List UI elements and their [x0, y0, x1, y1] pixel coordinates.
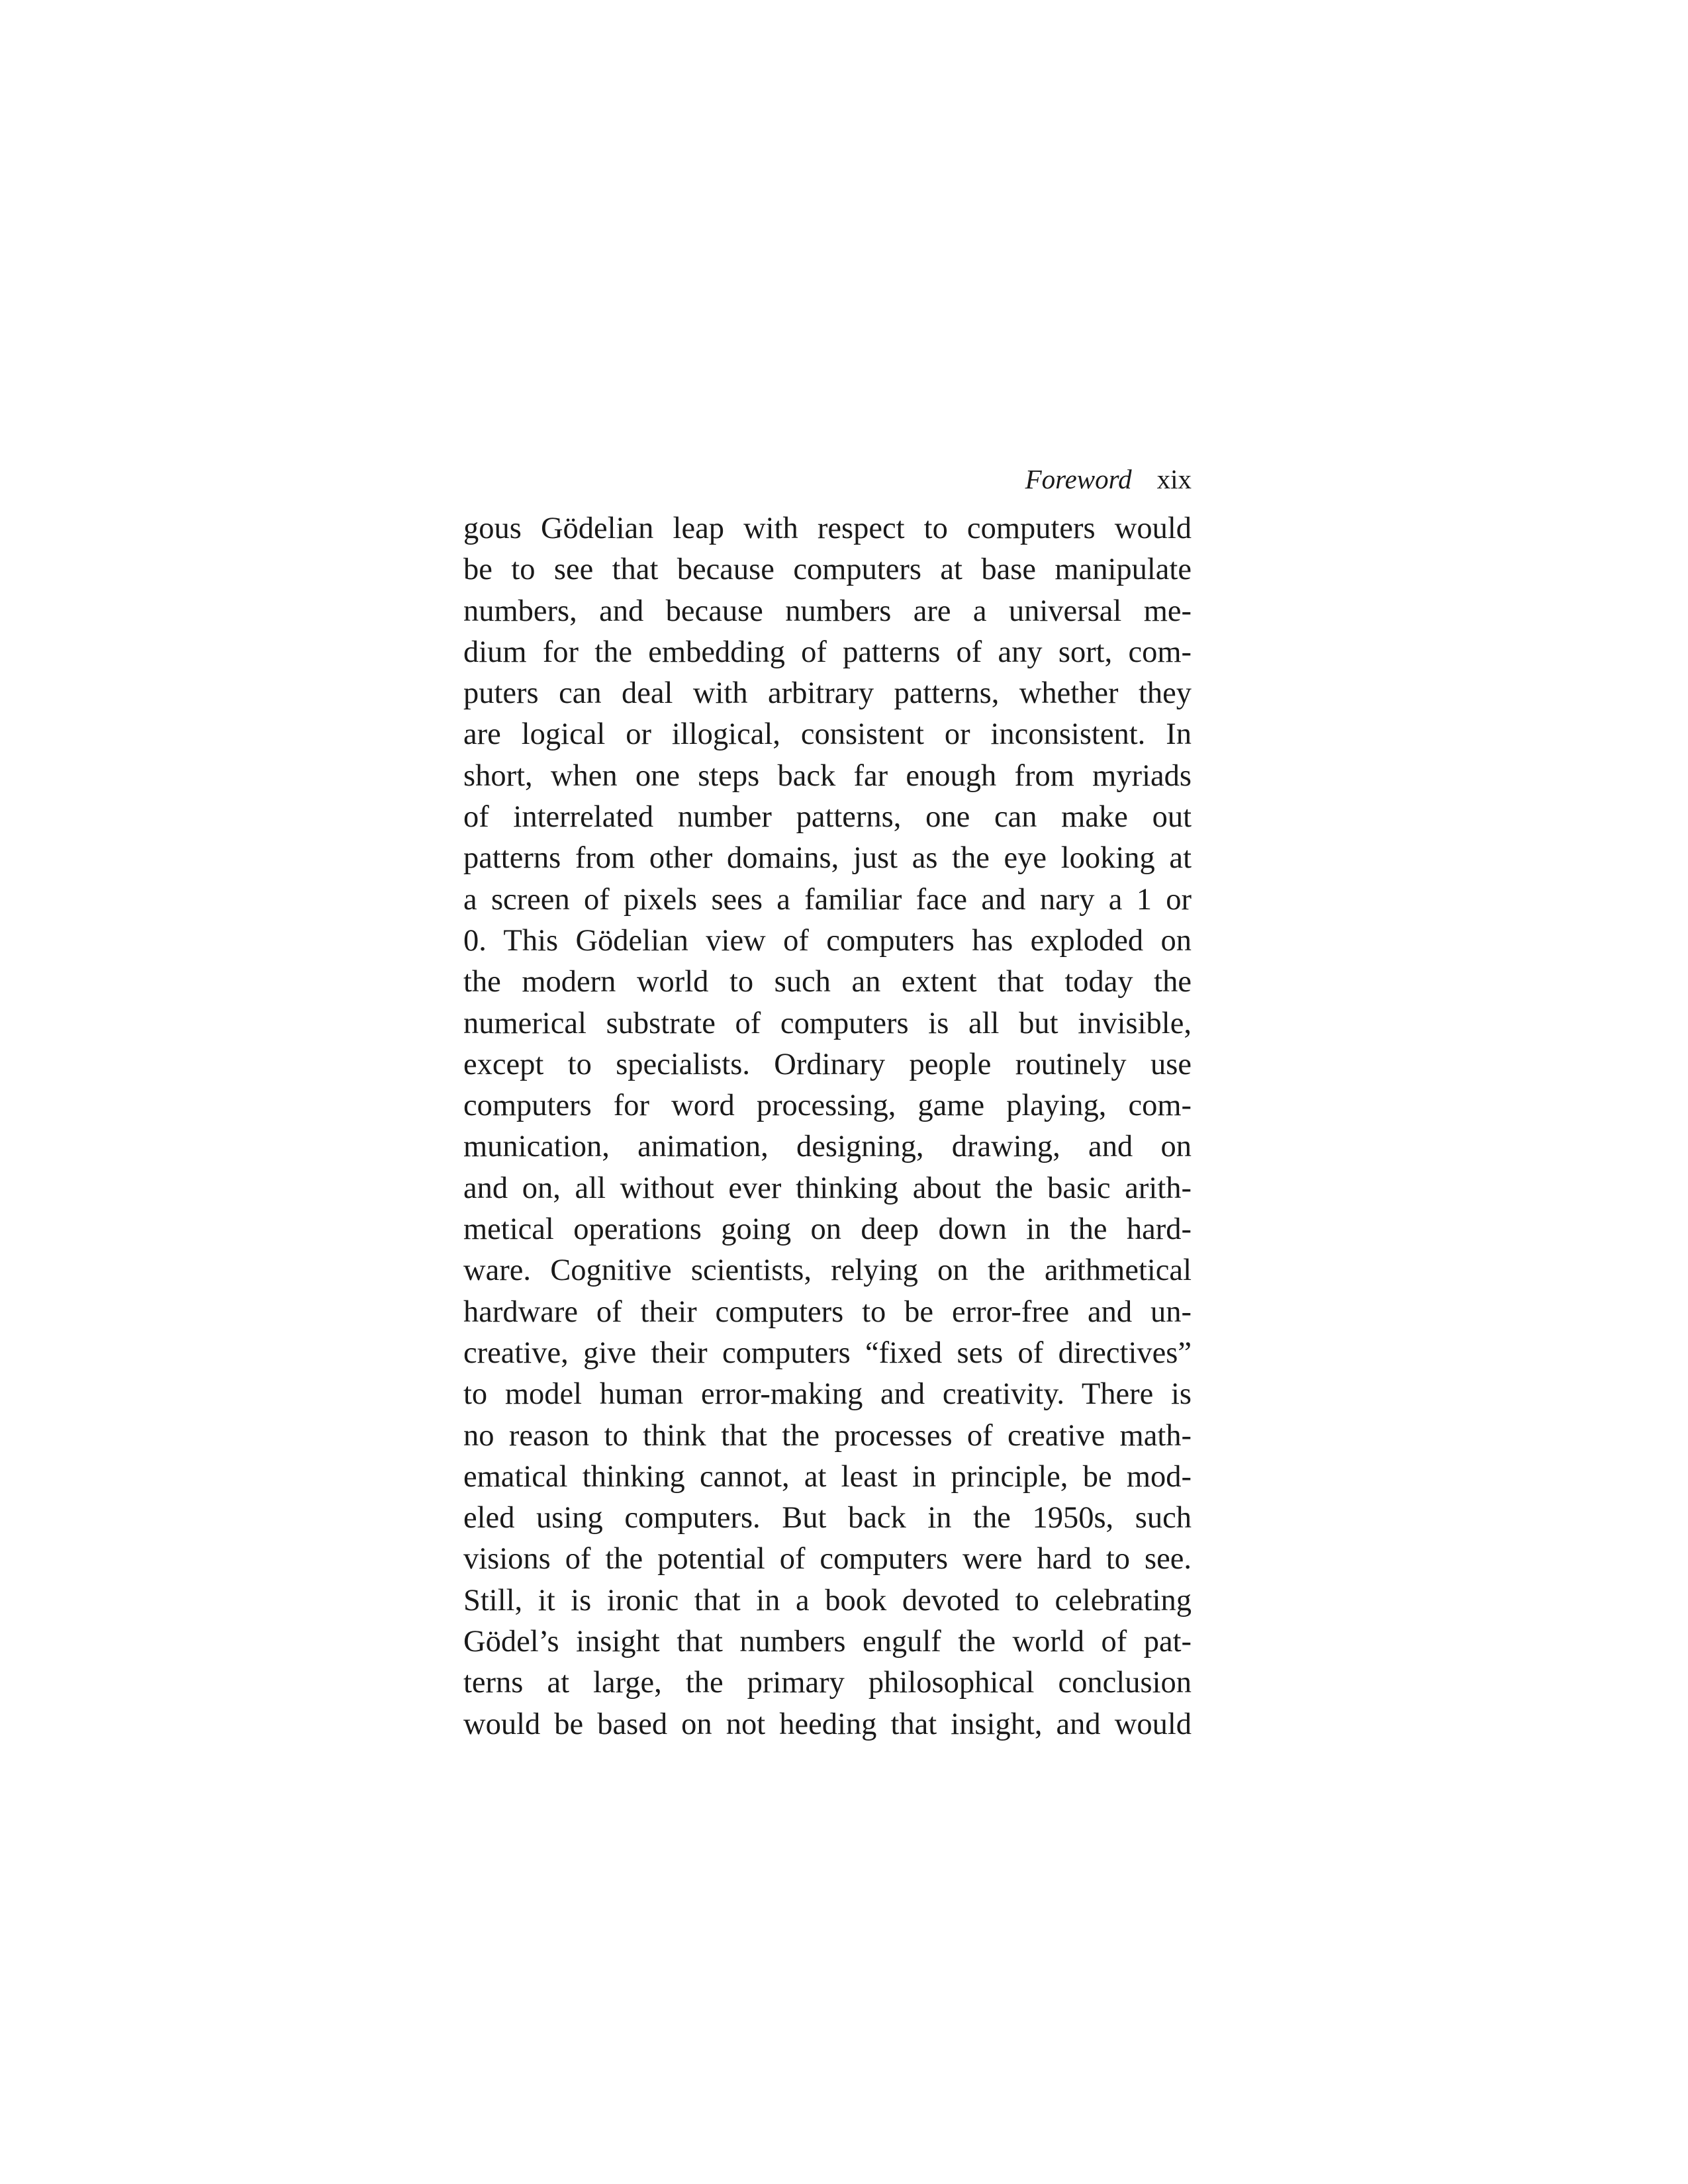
text-line: computers for word processing, game playing, com-: [463, 1089, 1192, 1123]
body-text: [463, 508, 1192, 1745]
text-line: metical operations going on deep down in the hard-: [463, 1212, 1192, 1247]
text-line: short, when one steps back far enough from myriads: [463, 758, 1192, 793]
text-line: the modern world to such an extent that today the: [463, 965, 1192, 999]
text-line: and on, all without ever thinking about the basic arith-: [463, 1171, 1192, 1205]
text-line: except to specialists. Ordinary people routinely use: [463, 1047, 1192, 1081]
page-number: xix: [1156, 464, 1192, 494]
text-line: munication, animation, designing, drawing, and on: [463, 1130, 1192, 1164]
text-line: hardware of their computers to be error-free and un-: [463, 1295, 1192, 1329]
text-line: be to see that because computers at base manipulate: [463, 553, 1192, 587]
text-line: 0. This Gödelian view of computers has exploded on: [463, 923, 1192, 958]
text-line: Still, it is ironic that in a book devoted to celebrating: [463, 1583, 1192, 1617]
text-line: would be based on not heeding that insight, and would: [463, 1707, 1192, 1741]
text-line: a screen of pixels sees a familiar face and nary a 1 or: [463, 882, 1192, 917]
text-line: to model human error-making and creativity. There is: [463, 1377, 1192, 1412]
text-line: dium for the embedding of patterns of any sort, com-: [463, 635, 1192, 669]
text-line: numbers, and because numbers are a universal me-: [463, 594, 1192, 628]
text-line: ematical thinking cannot, at least in principle, be mod-: [463, 1459, 1192, 1494]
text-line: puters can deal with arbitrary patterns, whether they: [463, 676, 1192, 711]
text-line: gous Gödelian leap with respect to computers would: [463, 512, 1192, 545]
text-line: no reason to think that the processes of creative math-: [463, 1418, 1192, 1453]
text-line: of interrelated number patterns, one can make out: [463, 800, 1192, 835]
text-line: visions of the potential of computers were hard to see.: [463, 1542, 1192, 1576]
text-line: ware. Cognitive scientists, relying on the arithmetical: [463, 1253, 1192, 1288]
section-title: Foreword: [1025, 464, 1132, 494]
text-line: patterns from other domains, just as the eye looking at: [463, 841, 1192, 876]
running-head: [463, 459, 1192, 499]
text-line: are logical or illogical, consistent or inconsistent. In: [463, 717, 1192, 752]
text-line: eled using computers. But back in the 1950s, such: [463, 1501, 1192, 1535]
text-line: numerical substrate of computers is all but invisible,: [463, 1006, 1192, 1040]
text-line: Gödel’s insight that numbers engulf the world of pat-: [463, 1625, 1192, 1659]
text-line: terns at large, the primary philosophical conclusion: [463, 1666, 1192, 1700]
text-line: creative, give their computers “fixed sets of directives”: [463, 1336, 1192, 1370]
